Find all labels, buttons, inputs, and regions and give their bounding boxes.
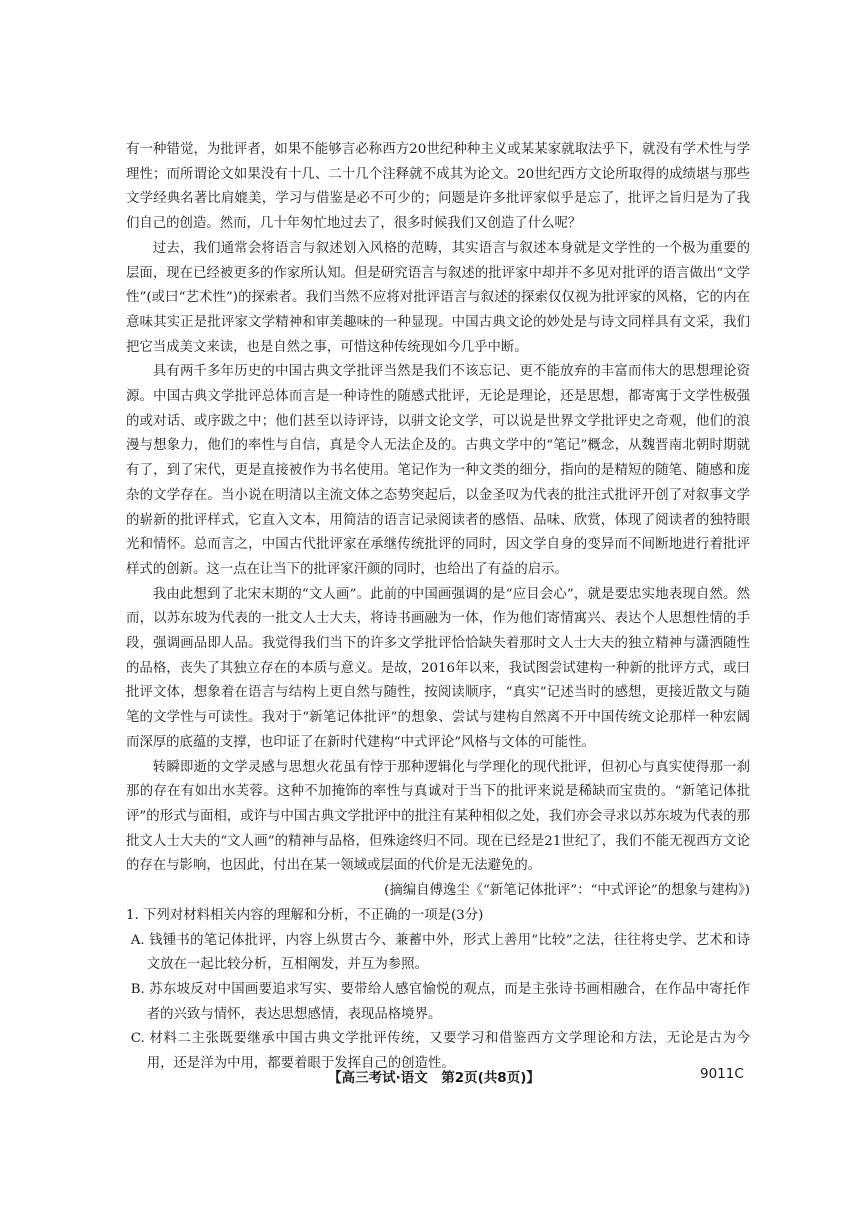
article-paragraph-4: 我由此想到了北宋末期的“文人画”。此前的中国画强调的是“应目会心”，就是要忠实地表现自然。然而，以苏东坡为代表的一批文人士大夫，将诗书画融为一体，作为他们寄情寓兴、表达个人思想性情的手段，强调画品即人品。我觉得我们当下的许多文学批评恰恰缺失着那时文人士大夫的独立精神与潇洒随性的品格，丧失了其独立存在的本质与意义。是故，2016年以来，我试图尝试建构一种新的批评方式，或曰批评文体，想象着在语言与结构上更自然与随性，按阅读顺序，“真实”记述当时的感想，更接近散文与随笔的文学性与可读性。我对于“新笔记体批评”的想象、尝试与建构自然离不开中国传统文论那样一种宏阔而深厚的底蕴的支撑，也印证了在新时代建构“中式评论”风格与文体的可能性。	[126, 586, 750, 750]
article-paragraph-3: 具有两千多年历史的中国古典文学批评当然是我们不该忘记、更不能放弃的丰富而伟大的思想理论资源。中国古典文学批评总体而言是一种诗性的随感式批评，无论是理论，还是思想，都寄寓于文学性极强的或对话、或序跋之中；他们甚至以诗评诗，以骈文论文学，可以说是世界文学批评史之奇观，他们的浪漫与想象力，他们的率性与自信，真是令人无法企及的。古典文学中的“笔记”概念，从魏晋南北朝时期就有了，到了宋代，更是直接被作为书名使用。笔记作为一种文类的细分，指向的是精短的随笔、随感和庞杂的文学存在。当小说在明清以主流文体之态势突起后，以金圣叹为代表的批注式批评开创了对叙事文学的崭新的批评样式，它直入文本，用简洁的语言记录阅读者的感悟、品味、欣赏，体现了阅读者的独特眼光和情怀。总而言之，中国古代批评家在承继传统批评的同时，因文学自身的变异而不间断地进行着批评样式的创新。这一点在让当下的批评家汗颜的同时，也给出了有益的启示。	[126, 364, 750, 577]
question-1-option-a: A. 钱锺书的笔记体批评，内容上纵贯古今、兼蓄中外，形式上善用“比较”之法，往往将史学、艺术和诗文放在一起比较分析，互相阐发，并互为参照。	[130, 932, 750, 973]
page-content	[126, 138, 750, 1077]
article-paragraph-2: 过去，我们通常会将语言与叙述划入风格的范畴，其实语言与叙述本身就是文学性的一个极为重要的层面，现在已经被更多的作家所认知。但是研究语言与叙述的批评家中却并不多见对批评的语言做出“文学性”(或曰“艺术性”)的探索者。我们当然不应将对批评语言与叙述的探索仅仅视为批评家的风格，它的内在意味其实正是批评家文学精神和审美趣味的一种显现。中国古典文论的妙处是与诗文同样具有文采，我们把它当成美文来读，也是自然之事，可惜这种传统现如今几乎中断。	[126, 240, 750, 355]
question-1-option-c: C. 材料二主张既要继承中国古典文学批评传统，又要学习和借鉴西方文学理论和方法，无论是古为今用，还是洋为中用，都要着眼于发挥自己的创造性。	[130, 1031, 750, 1072]
question-1-option-b: B. 苏东坡反对中国画要追求写实、要带给人感官愉悦的观点，而是主张诗书画相融合，在作品中寄托作者的兴致与情怀，表达思想感情，表现品格境界。	[130, 981, 750, 1022]
article-paragraph-5: 转瞬即逝的文学灵感与思想火花虽有悖于那种逻辑化与学理化的现代批评，但初心与真实使得那一刹那的存在有如出水芙蓉。这种不加掩饰的率性与真诚对于当下的批评来说是稀缺而宝贵的。“新笔记体批评”的形式与面相，或许与中国古典文学批评中的批注有某种相似之处，我们亦会寻求以苏东坡为代表的那批文人士大夫的“文人画”的精神与品格，但殊途终归不同。现在已经是21世纪了，我们不能无视西方文论的存在与影响，也因此，付出在某一领域或层面的代价是无法避免的。	[126, 759, 750, 874]
question-1-stem: 1. 下列对材料相关内容的理解和分析，不正确的一项是(3分)	[126, 907, 484, 923]
footer-code: 9011C	[700, 1066, 744, 1082]
footer-title: 【高三考试·语文 第2页(共8页)】	[328, 1070, 540, 1086]
article-source: (摘编自傅逸尘《“新笔记体批评”：“中式评论”的想象与建构》)	[384, 883, 750, 899]
article-paragraph-1: 有一种错觉，为批评者，如果不能够言必称西方20世纪种种主义或某某家就取法乎下，就没有学术性与学理性；而所谓论文如果没有十几、二十几个注释就不成其为论文。20世纪西方文论所取得的成绩堪与那些文学经典名著比肩媲美，学习与借鉴是必不可少的；问题是许多批评家似乎是忘了，批评之旨归是为了我们自己的创造。然而，几十年匆忙地过去了，很多时候我们又创造了什么呢？	[126, 142, 750, 232]
question-1	[126, 904, 750, 1077]
